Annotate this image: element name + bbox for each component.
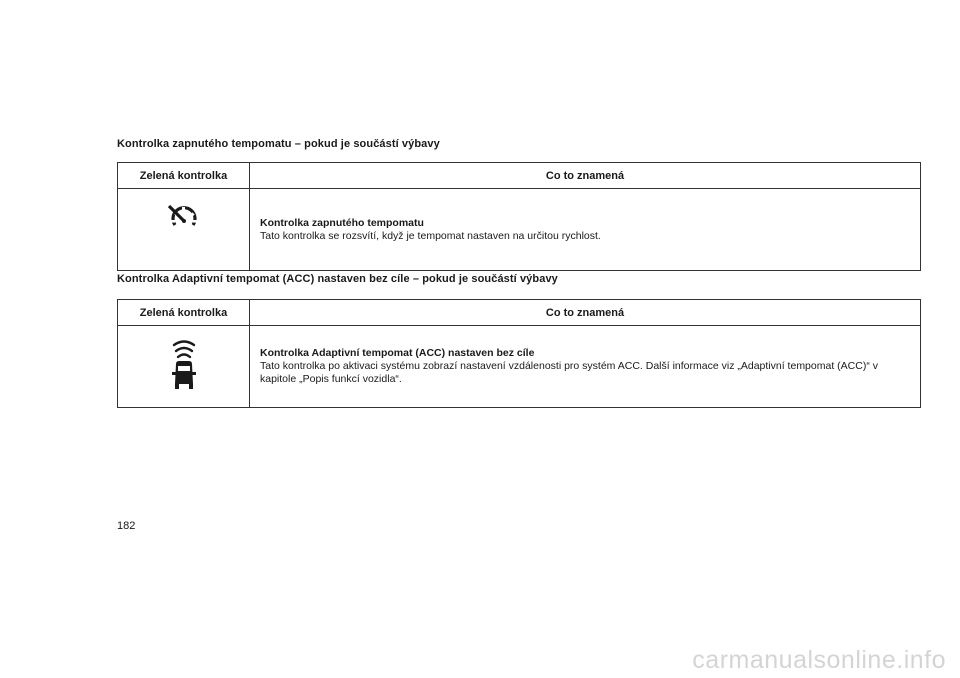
warning-table-cruise bbox=[117, 162, 921, 271]
column-header-indicator: Zelená kontrolka bbox=[118, 163, 250, 189]
column-header-meaning: Co to znamená bbox=[250, 300, 921, 326]
meaning-cell bbox=[250, 326, 921, 408]
meaning-cell bbox=[250, 189, 921, 271]
indicator-title: Kontrolka zapnutého tempomatu bbox=[260, 216, 424, 229]
table-header-row bbox=[118, 300, 921, 326]
warning-table-acc bbox=[117, 299, 921, 408]
table-row bbox=[118, 326, 921, 408]
section-heading-acc: Kontrolka Adaptivní tempomat (ACC) nastaven bez cíle – pokud je součástí výbavy bbox=[117, 273, 558, 285]
table-header-row bbox=[118, 163, 921, 189]
indicator-cell bbox=[118, 326, 250, 408]
indicator-cell bbox=[118, 189, 250, 271]
table-row bbox=[118, 189, 921, 271]
watermark: carmanualsonline.info bbox=[692, 646, 946, 674]
indicator-description: Tato kontrolka se rozsvítí, když je tempomat nastaven na určitou rychlost. bbox=[260, 229, 601, 242]
cruise-control-speedometer-icon bbox=[164, 199, 204, 239]
column-header-indicator: Zelená kontrolka bbox=[118, 300, 250, 326]
adaptive-cruise-car-icon bbox=[168, 336, 200, 394]
indicator-description: Tato kontrolka po aktivaci systému zobrazí nastavení vzdálenosti pro systém ACC. Další informace viz „Adaptivní tempomat (ACC)“ v kapitole „Popis funkcí vozidla“. bbox=[260, 360, 878, 385]
indicator-title: Kontrolka Adaptivní tempomat (ACC) nastaven bez cíle bbox=[260, 347, 535, 359]
section-heading-cruise: Kontrolka zapnutého tempomatu – pokud je součástí výbavy bbox=[117, 138, 440, 150]
page-number: 182 bbox=[117, 520, 136, 532]
column-header-meaning: Co to znamená bbox=[250, 163, 921, 189]
